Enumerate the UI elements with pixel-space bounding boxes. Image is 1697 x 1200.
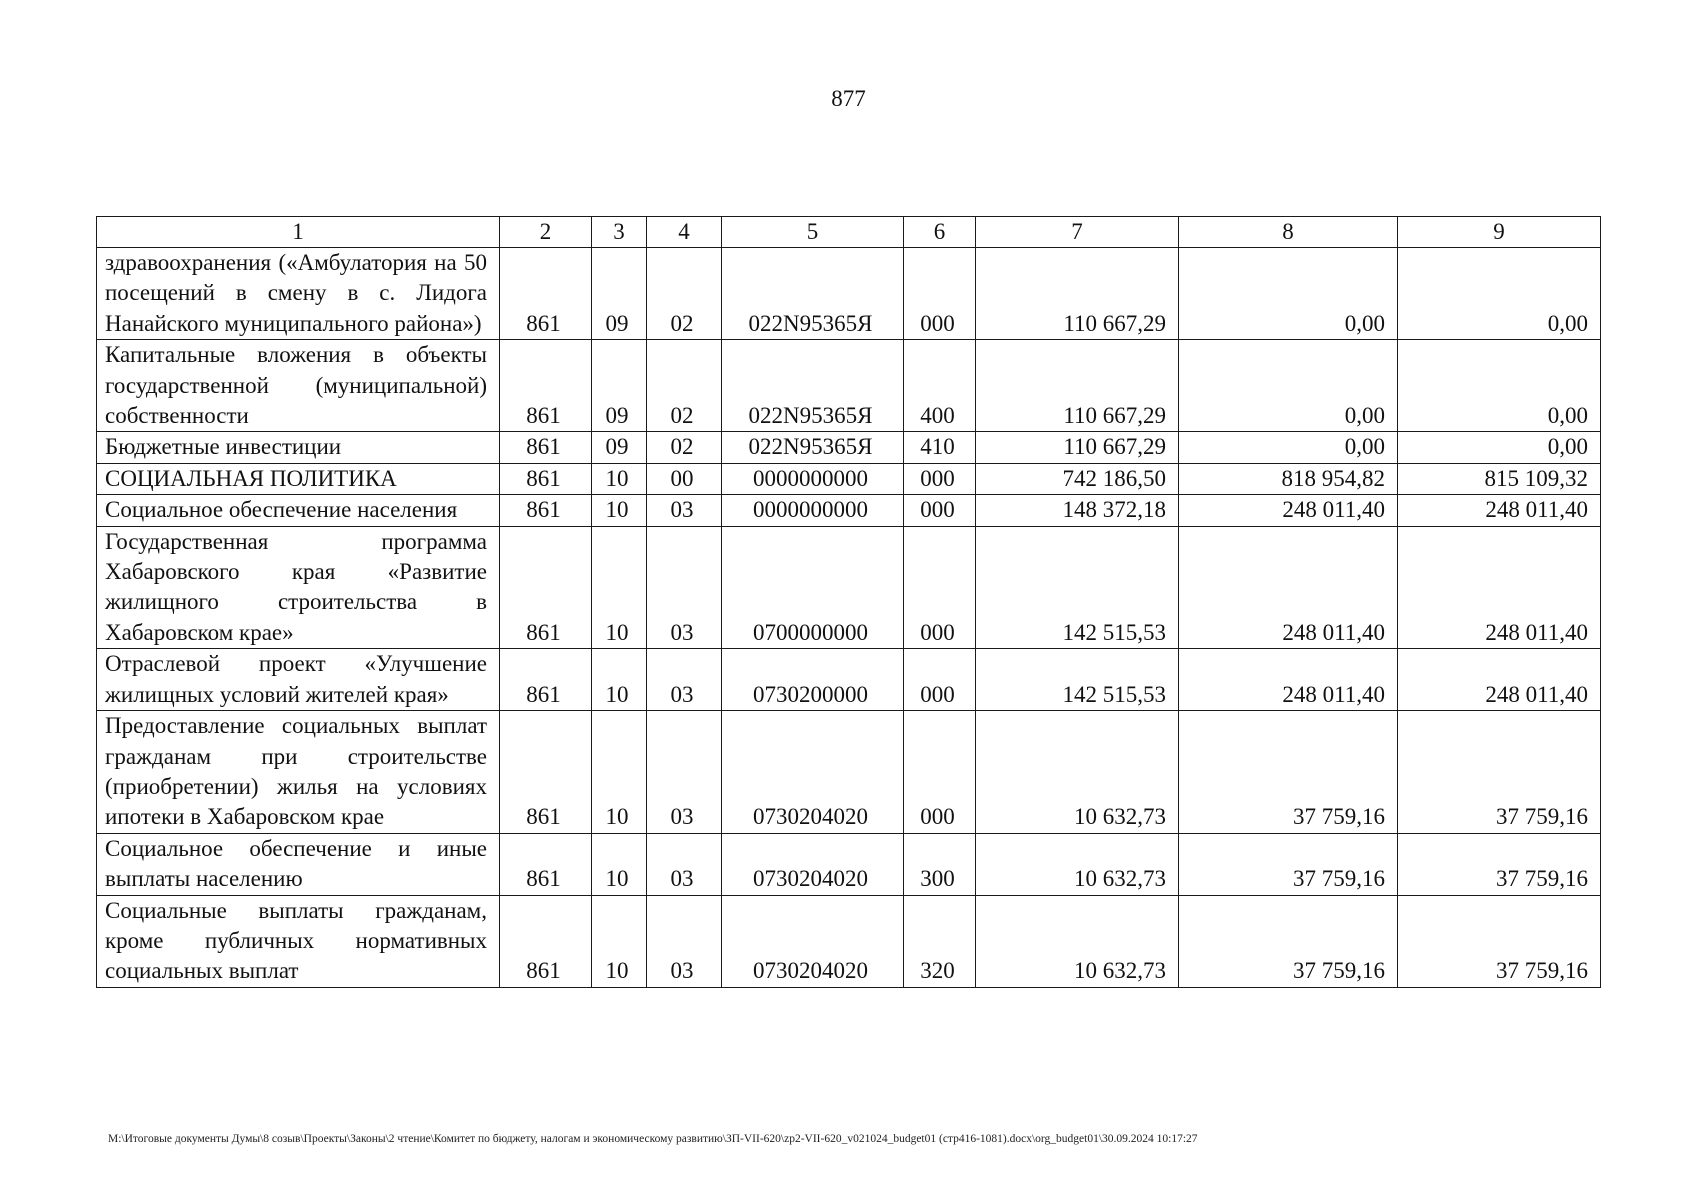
table-row [97,711,1601,834]
target-article-cell: 0730200000 [722,649,904,711]
amount-cell: 742 186,50 [976,463,1179,494]
subsection-cell: 03 [647,495,722,526]
chapter-code-cell: 861 [500,248,592,340]
section-cell: 09 [592,340,647,432]
table-row [97,526,1601,649]
budget-table [96,216,1601,988]
subsection-cell: 02 [647,340,722,432]
target-article-cell: 0000000000 [722,463,904,494]
file-path-footer: М:\Итоговые документы Думы\8 созыв\Проекты\Законы\2 чтение\Комитет по бюджету, налогам и экономическому развитию\ЗП-VII-620\zp2-VII-620_v021024_budget01 (стр416-1081).docx\org_budget01\30.09.2024 10:17:27 [108,1133,1198,1145]
row-name-cell: Социальное обеспечение и иные выплаты населению [97,833,500,895]
amount-cell: 110 667,29 [976,248,1179,340]
target-article-cell: 0730204020 [722,711,904,834]
amount-cell: 148 372,18 [976,495,1179,526]
section-cell: 10 [592,649,647,711]
amount-cell: 37 759,16 [1179,833,1398,895]
expense-type-cell: 000 [904,463,976,494]
expense-type-cell: 300 [904,833,976,895]
amount-cell: 110 667,29 [976,432,1179,463]
row-name-cell: Социальное обеспечение населения [97,495,500,526]
amount-cell: 37 759,16 [1398,895,1601,987]
table-row [97,895,1601,987]
amount-cell: 248 011,40 [1398,649,1601,711]
amount-cell: 248 011,40 [1179,526,1398,649]
amount-cell: 10 632,73 [976,711,1179,834]
amount-cell: 0,00 [1179,432,1398,463]
amount-cell: 37 759,16 [1398,711,1601,834]
subsection-cell: 02 [647,248,722,340]
table-row [97,340,1601,432]
amount-cell: 815 109,32 [1398,463,1601,494]
column-header: 9 [1398,217,1601,248]
amount-cell: 248 011,40 [1398,495,1601,526]
page-number: 877 [831,86,866,111]
chapter-code-cell: 861 [500,711,592,834]
column-header: 3 [592,217,647,248]
expense-type-cell: 000 [904,248,976,340]
amount-cell: 248 011,40 [1398,526,1601,649]
amount-cell: 248 011,40 [1179,495,1398,526]
target-article-cell: 0730204020 [722,833,904,895]
section-cell: 10 [592,895,647,987]
amount-cell: 142 515,53 [976,649,1179,711]
amount-cell: 10 632,73 [976,833,1179,895]
table-row [97,495,1601,526]
subsection-cell: 00 [647,463,722,494]
expense-type-cell: 000 [904,495,976,526]
table-row [97,432,1601,463]
target-article-cell: 0730204020 [722,895,904,987]
row-name-cell: Предоставление социальных выплат гражданам при строительстве (приобретении) жилья на условиях ипотеки в Хабаровском крае [97,711,500,834]
subsection-cell: 03 [647,895,722,987]
row-name-cell: здравоохранения («Амбулатория на 50 посещений в смену в с. Лидога Нанайского муниципального района») [97,248,500,340]
chapter-code-cell: 861 [500,463,592,494]
target-article-cell: 022N95365Я [722,432,904,463]
chapter-code-cell: 861 [500,340,592,432]
amount-cell: 0,00 [1398,340,1601,432]
subsection-cell: 03 [647,833,722,895]
chapter-code-cell: 861 [500,526,592,649]
chapter-code-cell: 861 [500,649,592,711]
target-article-cell: 022N95365Я [722,340,904,432]
table-row [97,248,1601,340]
amount-cell: 142 515,53 [976,526,1179,649]
column-header: 1 [97,217,500,248]
amount-cell: 37 759,16 [1179,895,1398,987]
section-cell: 09 [592,432,647,463]
row-name-cell: СОЦИАЛЬНАЯ ПОЛИТИКА [97,463,500,494]
chapter-code-cell: 861 [500,833,592,895]
section-cell: 10 [592,463,647,494]
column-number-row [97,217,1601,248]
amount-cell: 818 954,82 [1179,463,1398,494]
amount-cell: 37 759,16 [1398,833,1601,895]
subsection-cell: 02 [647,432,722,463]
expense-type-cell: 000 [904,649,976,711]
chapter-code-cell: 861 [500,432,592,463]
amount-cell: 0,00 [1179,340,1398,432]
row-name-cell: Отраслевой проект «Улучшение жилищных условий жителей края» [97,649,500,711]
column-header: 7 [976,217,1179,248]
section-cell: 10 [592,526,647,649]
column-header: 2 [500,217,592,248]
column-header: 5 [722,217,904,248]
amount-cell: 10 632,73 [976,895,1179,987]
target-article-cell: 0700000000 [722,526,904,649]
chapter-code-cell: 861 [500,895,592,987]
row-name-cell: Капитальные вложения в объекты государственной (муниципальной) собственности [97,340,500,432]
chapter-code-cell: 861 [500,495,592,526]
target-article-cell: 022N95365Я [722,248,904,340]
row-name-cell: Социальные выплаты гражданам, кроме публичных нормативных социальных выплат [97,895,500,987]
column-header: 8 [1179,217,1398,248]
table-row [97,833,1601,895]
table-row [97,463,1601,494]
amount-cell: 0,00 [1398,432,1601,463]
target-article-cell: 0000000000 [722,495,904,526]
subsection-cell: 03 [647,649,722,711]
subsection-cell: 03 [647,526,722,649]
expense-type-cell: 400 [904,340,976,432]
expense-type-cell: 000 [904,711,976,834]
section-cell: 09 [592,248,647,340]
amount-cell: 248 011,40 [1179,649,1398,711]
expense-type-cell: 320 [904,895,976,987]
amount-cell: 0,00 [1179,248,1398,340]
section-cell: 10 [592,495,647,526]
expense-type-cell: 000 [904,526,976,649]
table-row [97,649,1601,711]
expense-type-cell: 410 [904,432,976,463]
column-header: 6 [904,217,976,248]
amount-cell: 37 759,16 [1179,711,1398,834]
amount-cell: 110 667,29 [976,340,1179,432]
section-cell: 10 [592,711,647,834]
amount-cell: 0,00 [1398,248,1601,340]
section-cell: 10 [592,833,647,895]
subsection-cell: 03 [647,711,722,834]
row-name-cell: Бюджетные инвестиции [97,432,500,463]
row-name-cell: Государственная программа Хабаровского края «Развитие жилищного строительства в Хабаровском крае» [97,526,500,649]
column-header: 4 [647,217,722,248]
